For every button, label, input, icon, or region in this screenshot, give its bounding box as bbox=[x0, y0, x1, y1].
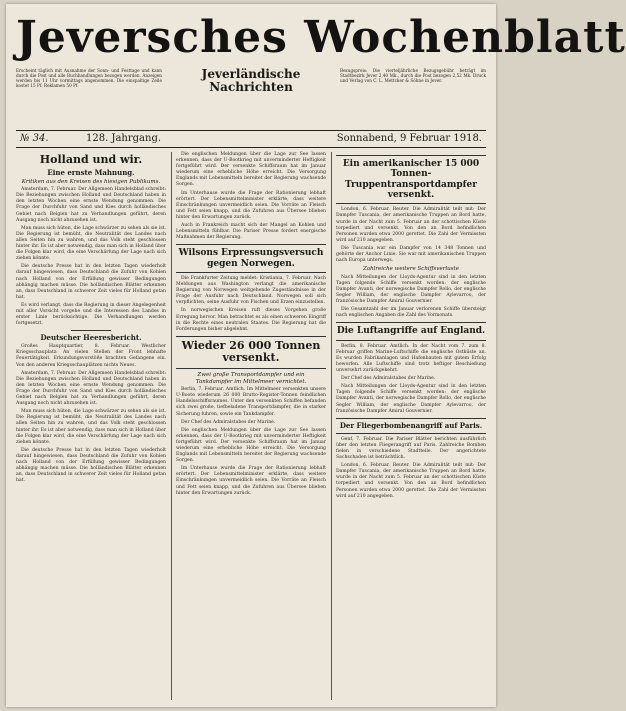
article-headline: Deutscher Heeresbericht. bbox=[40, 333, 142, 343]
headline-box bbox=[176, 336, 326, 369]
article-paragraph: Die deutsche Presse hat in den letzten Tagen wiederholt darauf hingewiesen, dass Deutschland die Zufuhr von Kohlen nach Holland von der Erfüllung gewisser Bedingungen abhängig machen müsse. Die holländischen Blätter erkennen an, dass Deutschland in schwerer Zeit vieles für Holland getan hat. bbox=[16, 447, 166, 484]
article-paragraph: Im Unterhause wurde die Frage der Rationierung lebhaft erörtert. Der Lebensmittelminister erklärte, dass weitere Einschränkungen unvermeidlich seien. Die Vorräte an Fleisch und Fett seien knapp, und die Zufuhren aus Übersee blieben hinter den Erwartungen zurück. bbox=[176, 466, 326, 496]
article-paragraph: Es wird verlangt, dass die Regierung in dieser Angelegenheit mit aller Vorsicht vorgehe und die Interessen des Landes in erster Linie berücksichtige. Die Verhandlungen werden fortgesetzt. bbox=[16, 302, 166, 327]
article-paragraph: Amsterdam, 7. Februar. Der Allgemeen Handelsblad schreibt: Die Beziehungen zwischen Holland und Deutschland haben in den letzten Wochen eine ernste Wendung genommen. Die Frage der Durchfuhr von Sand und Kies durch holländisches Gebiet nach Belgien hat zu Verhandlungen geführt, deren Ausgang noch nicht abzusehen ist. bbox=[16, 370, 166, 407]
headline-box bbox=[336, 418, 486, 434]
article-paragraph: Amsterdam, 7. Februar. Der Allgemeen Handelsblad schreibt: Die Beziehungen zwischen Holland und Deutschland haben in den letzten Wochen eine ernste Wendung genommen. Die Frage der Durchfuhr von Sand und Kies durch holländisches Gebiet nach Belgien hat zu Verhandlungen geführt, deren Ausgang noch nicht abzusehen ist. bbox=[16, 187, 166, 223]
article-paragraph: Im Unterhause wurde die Frage der Rationierung lebhaft erörtert. Der Lebensmittelminister erklärte, dass weitere Einschränkungen unvermeidlich seien. Die Vorräte an Fleisch und Fett seien knapp, und die Zufuhren aus Übersee blieben hinter den Erwartungen zurück. bbox=[176, 190, 326, 220]
headline-box bbox=[336, 155, 486, 204]
volume-year: 128. Jahrgang. bbox=[86, 133, 162, 144]
article-subheadline: Zahlreiche weitere Schiffsverluste bbox=[363, 266, 459, 273]
issue-date: Sonnabend, 9 Februar 1918. bbox=[336, 133, 482, 144]
masthead bbox=[16, 10, 626, 94]
article-paragraph: Man muss sich hüten, die Lage schwärzer zu sehen als sie ist. Die Regierung ist bemüht, die Neutralität des Landes nach allen Seiten hin zu wahren, und das Volk steht geschlossen hinter ihr. Es ist aber notwendig, dass man sich in Holland über die Folgen klar wird, die eine Verschärfung der Lage nach sich ziehen könnte. bbox=[16, 225, 166, 262]
article-subheadline: Eine ernste Mahnung. bbox=[47, 167, 135, 177]
headline-box bbox=[336, 322, 486, 340]
article-paragraph: Die englischen Meldungen über die Lage zur See lassen erkennen, dass der U-Bootkrieg mit unverminderter Heftigkeit fortgeführt wird. Der versenkte Schiffsraum hat im Januar wiederum eine erhebliche Höhe erreicht. Die Versorgung Englands mit Lebensmitteln bereitet der Regierung wachsende Sorgen. bbox=[176, 152, 326, 188]
article-headline: Die Luftangriffe auf England. bbox=[336, 326, 486, 337]
article-headline: Wieder 26 000 Tonnen versenkt. bbox=[181, 338, 321, 365]
masthead-subtitle: Jeverländische Nachrichten bbox=[201, 67, 301, 94]
masthead-left-info: Erscheint täglich mit Ausnahme der Sonn- und Festtage und kann durch die Post und alle Buchhandlungen bezogen werden. Anzeigen werden bis 11 Uhr vormittags angenommen. Die einspaltige Zeile kostet 15 Pf. Reklamen 50 Pf. bbox=[16, 68, 162, 89]
masthead-subrow bbox=[16, 68, 486, 100]
article-paragraph: London, 6. Februar. Reuter. Die Admiralität teilt mit: Der Dampfer Tuscania, der amerikanische Truppen an Bord hatte, wurde in der Nacht zum 5. Februar an der schottischen Küste torpediert und versenkt. Von den an Bord befindlichen Personen wurden etwa 2000 gerettet. Die Zahl der Vermissten wird auf 210 angegeben. bbox=[336, 463, 486, 499]
column-rule bbox=[171, 152, 172, 700]
article-paragraph: Man muss sich hüten, die Lage schwärzer zu sehen als sie ist. Die Regierung ist bemüht, die Neutralität des Landes nach allen Seiten hin zu wahren, und das Volk steht geschlossen hinter ihr. Es ist aber notwendig, dass man sich in Holland über die Folgen klar wird, die eine Verschärfung der Lage nach sich ziehen könnte. bbox=[16, 409, 166, 445]
article-paragraph: Der Chef des Admiralstabes der Marine. bbox=[341, 376, 436, 382]
issue-number: № 34. bbox=[20, 133, 49, 144]
article-intro: Kritiken aus den Kreisen des hiesigen Publikums. bbox=[21, 178, 161, 185]
article-paragraph: Berlin, 8. Februar. Amtlich. In der Nacht vom 7. zum 8. Februar griffen Marine-Luftschiffe die englische Ostküste an. Es wurden Fabrikanlagen und Hafenbauten mit gutem Erfolg beworfen. Alle Luftschiffe sind trotz heftiger Beschießung unversehrt zurückgekehrt. bbox=[336, 343, 486, 374]
headline-box bbox=[176, 244, 326, 273]
column-3 bbox=[336, 152, 486, 700]
column-2 bbox=[176, 152, 326, 700]
article-paragraph: Nach Mitteilungen der Lloyds-Agentur sind in den letzten Tagen folgende Schiffe versenkt worden: der englische Dampfer Avanti, der norwegische Dampfer Rollo, der englische Segler William, der englische Dampfer Aylevarroo, der französische Dampfer Amiral Gouvernier. bbox=[336, 384, 486, 414]
article-paragraph: Der Chef des Admiralstabes der Marine. bbox=[181, 419, 276, 425]
dateline bbox=[16, 130, 486, 148]
article-paragraph: Genf, 7. Februar. Die Pariser Blätter berichten ausführlich über den letzten Fliegerangriff auf Paris. Zahlreiche Bomben fielen in verschiedene Stadtteile. Der angerichtete Sachschaden ist beträchtlich. bbox=[336, 436, 486, 461]
column-1 bbox=[16, 152, 166, 700]
masthead-right-info: Bezugspreis: Die vierteljährliche Bezugsgebühr beträgt im Stadtbezirk Jever 2,40 Mk., durch die Post bezogen 2,52 Mk. Druck und Verlag von C. L. Mettcker & Söhne in Jever. bbox=[340, 68, 486, 84]
article-columns bbox=[16, 152, 486, 700]
article-paragraph: Auch in Frankreich macht sich der Mangel an Kohlen und Lebensmitteln fühlbar. Die Pariser Presse fordert energische Maßnahmen der Regierung. bbox=[176, 223, 326, 241]
article-paragraph: Berlin, 7. Februar. Amtlich. Im Mittelmeer versenkten unsere U-Boote wiederum 26 000 Brutto-Register-Tonnen feindlichen Handelsschiffsraumes. Unter den versenkten Schiffen befanden sich zwei große, tiefbeladene Transportdampfer, die in starker Sicherung fuhren, sowie ein Tankdampfer. bbox=[176, 387, 326, 417]
article-paragraph: Die Frankfurter Zeitung meldet: Kristiania, 7. Februar. Nach Meldungen aus Washington verlangt die amerikanische Regierung von Norwegen weitgehende Zugeständnisse in der Frage der Ausfuhr nach Deutschland. Norwegen soll sich verpflichten, seine Ausfuhr von Fischen und Erzen einzustellen. bbox=[176, 276, 326, 306]
article-paragraph: Die englischen Meldungen über die Lage zur See lassen erkennen, dass der U-Bootkrieg mit unverminderter Heftigkeit fortgeführt wird. Der versenkte Schiffsraum hat im Januar wiederum eine erhebliche Höhe erreicht. Die Versorgung Englands mit Lebensmitteln bereitet der Regierung wachsende Sorgen. bbox=[176, 427, 326, 464]
column-rule bbox=[331, 152, 332, 700]
article-headline: Holland und wir. bbox=[39, 153, 143, 166]
article-headline: Wilsons Erpressungsversuch gegen Norwegen. bbox=[178, 248, 324, 269]
article-headline: Der Fliegerbombenangriff auf Paris. bbox=[339, 420, 483, 430]
article-paragraph: In norwegischen Kreisen ruft dieses Vorgehen große Erregung hervor. Man betrachtet es als einen schweren Eingriff in die Rechte eines neutralen Staates. Die Regierung hat die Forderungen bisher abgelehnt. bbox=[176, 308, 326, 332]
article-subheadline: Zwei große Transportdampfer und ein Tankdampfer im Mittelmeer vernichtet. bbox=[195, 372, 307, 385]
article-paragraph: Nach Mitteilungen der Lloyds-Agentur sind in den letzten Tagen folgende Schiffe versenkt worden: der englische Dampfer Avanti, der norwegische Dampfer Rollo, der englische Segler William, der englische Dampfer Aylevarroo, der französische Dampfer Amiral Gouvernier. bbox=[336, 274, 486, 305]
article-headline: Ein amerikanischer 15 000 Tonnen-Truppentransportdampfer versenkt. bbox=[342, 159, 480, 201]
divider bbox=[71, 330, 111, 331]
newspaper-page bbox=[6, 4, 626, 707]
article-paragraph: Die Tuscania war ein Dampfer von 14 348 Tonnen und gehörte der Anchor Linie. Sie war mit amerikanischen Truppen nach Europa unterwegs. bbox=[336, 245, 486, 264]
article-paragraph: Großes Hauptquartier, 8. Februar. Westlicher Kriegsschauplatz: An vielen Stellen der Front lebhafte Feuertätigkeit. Erkundungsvorstöße brachten Gefangene ein. Von den anderen Kriegsschauplätzen nichts Neues. bbox=[16, 344, 166, 368]
article-paragraph: Die Gesamtzahl der im Januar verlorenen Schiffe übersteigt nach englischen Angaben die Zahl des Vormonats. bbox=[336, 307, 486, 319]
article-paragraph: London, 6. Februar. Reuter. Die Admiralität teilt mit: Der Dampfer Tuscania, der amerikanische Truppen an Bord hatte, wurde in der Nacht zum 5. Februar an der schottischen Küste torpediert und versenkt. Von den an Bord befindlichen Personen wurden etwa 2000 gerettet. Die Zahl der Vermissten wird auf 210 angegeben. bbox=[336, 207, 486, 243]
article-paragraph: Die deutsche Presse hat in den letzten Tagen wiederholt darauf hingewiesen, dass Deutschland die Zufuhr von Kohlen nach Holland von der Erfüllung gewisser Bedingungen abhängig machen müsse. Die holländischen Blätter erkennen an, dass Deutschland in schwerer Zeit vieles für Holland getan hat. bbox=[16, 264, 166, 300]
newspaper-title: Jeversches Wochenblatt bbox=[16, 12, 626, 63]
